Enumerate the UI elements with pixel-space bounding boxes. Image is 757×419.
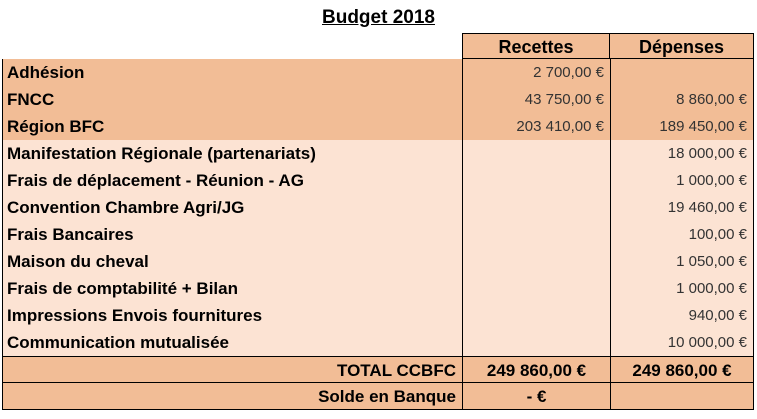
depenses-cell[interactable]: 100,00 € <box>610 221 754 248</box>
row-label[interactable]: Convention Chambre Agri/JG <box>2 194 462 221</box>
total-label[interactable]: TOTAL CCBFC <box>2 356 462 383</box>
table-row <box>2 167 754 194</box>
depenses-cell[interactable]: 8 860,00 € <box>610 86 754 113</box>
table-row <box>2 113 754 140</box>
depenses-cell[interactable]: 940,00 € <box>610 302 754 329</box>
recettes-cell[interactable] <box>462 248 610 275</box>
total-recettes[interactable]: 249 860,00 € <box>462 356 610 383</box>
row-label[interactable]: Frais de comptabilité + Bilan <box>2 275 462 302</box>
solde-recettes[interactable]: - € <box>462 383 610 410</box>
recettes-cell[interactable] <box>462 194 610 221</box>
solde-row <box>2 383 754 410</box>
page-title: Budget 2018 <box>322 7 435 28</box>
recettes-cell[interactable] <box>462 140 610 167</box>
recettes-cell[interactable] <box>462 275 610 302</box>
total-depenses[interactable]: 249 860,00 € <box>610 356 754 383</box>
header-recettes[interactable]: Recettes <box>462 33 610 59</box>
row-label[interactable]: Frais de déplacement - Réunion - AG <box>2 167 462 194</box>
recettes-cell[interactable] <box>462 302 610 329</box>
total-row <box>2 356 754 383</box>
depenses-cell[interactable] <box>610 59 754 86</box>
budget-table <box>2 33 754 410</box>
row-label[interactable]: FNCC <box>2 86 462 113</box>
row-label[interactable]: Maison du cheval <box>2 248 462 275</box>
recettes-cell[interactable] <box>462 167 610 194</box>
recettes-cell[interactable] <box>462 221 610 248</box>
depenses-cell[interactable]: 189 450,00 € <box>610 113 754 140</box>
table-row <box>2 248 754 275</box>
table-row <box>2 140 754 167</box>
table-row <box>2 329 754 356</box>
depenses-cell[interactable]: 19 460,00 € <box>610 194 754 221</box>
table-row <box>2 221 754 248</box>
header-depenses[interactable]: Dépenses <box>610 33 754 59</box>
header-row <box>2 33 754 59</box>
recettes-cell[interactable]: 203 410,00 € <box>462 113 610 140</box>
recettes-cell[interactable]: 2 700,00 € <box>462 59 610 86</box>
table-row <box>2 86 754 113</box>
row-label[interactable]: Communication mutualisée <box>2 329 462 356</box>
row-label[interactable]: Adhésion <box>2 59 462 86</box>
depenses-cell[interactable]: 1 000,00 € <box>610 167 754 194</box>
row-label[interactable]: Frais Bancaires <box>2 221 462 248</box>
table-row <box>2 59 754 86</box>
recettes-cell[interactable]: 43 750,00 € <box>462 86 610 113</box>
table-row <box>2 302 754 329</box>
solde-depenses[interactable] <box>610 383 754 410</box>
depenses-cell[interactable]: 18 000,00 € <box>610 140 754 167</box>
row-label[interactable]: Région BFC <box>2 113 462 140</box>
row-label[interactable]: Manifestation Régionale (partenariats) <box>2 140 462 167</box>
depenses-cell[interactable]: 10 000,00 € <box>610 329 754 356</box>
depenses-cell[interactable]: 1 000,00 € <box>610 275 754 302</box>
solde-label[interactable]: Solde en Banque <box>2 383 462 410</box>
table-row <box>2 194 754 221</box>
row-label[interactable]: Impressions Envois fournitures <box>2 302 462 329</box>
recettes-cell[interactable] <box>462 329 610 356</box>
depenses-cell[interactable]: 1 050,00 € <box>610 248 754 275</box>
table-row <box>2 275 754 302</box>
